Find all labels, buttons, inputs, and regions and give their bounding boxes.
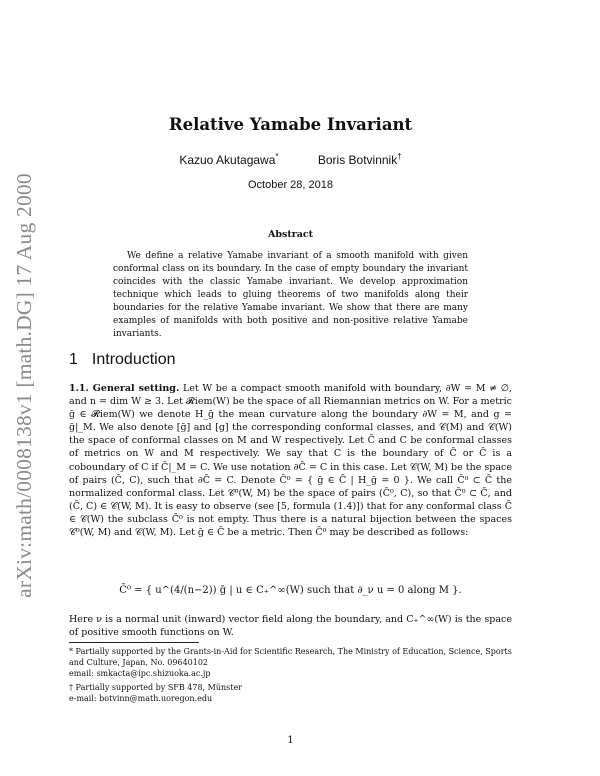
author-2-mark: † <box>397 152 402 161</box>
paper-date: October 28, 2018 <box>247 179 333 191</box>
footnote-1-text: * Partially supported by the Grants-in-Aid for Scientific Research, The Ministry of Education, Science, Sports and Culture, Japan, No. 09640102 <box>69 647 512 667</box>
author-2 <box>318 153 402 167</box>
author-1 <box>179 153 278 167</box>
display-formula: C̄⁰ = { u^(4/(n−2)) ḡ | u ∈ C₊^∞(W) such that ∂_ν u = 0 along M }. <box>119 585 462 596</box>
paragraph-after-formula: Here ν is a normal unit (inward) vector field along the boundary, and C₊^∞(W) is the space of positive smooth functions on W. <box>69 614 512 639</box>
page-number: 1 <box>287 735 294 746</box>
section-heading <box>69 351 176 369</box>
footnote-rule <box>69 642 199 643</box>
paragraph-general-setting <box>69 382 512 539</box>
paragraph-heading: 1.1. General setting. <box>69 383 180 394</box>
footnote-1-email: email: smkacta@ipc.shizuoka.ac.jp <box>69 669 211 678</box>
abstract-text: We define a relative Yamabe invariant of a smooth manifold with given conformal class on its boundary. In the case of empty boundary the invariant coincides with the classic Yamabe invariant. We develop approximation technique which leads to gluing theorems of two manifolds along their boundaries for the relative Yamabe invariant. We show that there are many examples of manifolds with both positive and non-positive relative Yamabe invariants. <box>113 251 468 339</box>
author-1-mark: * <box>275 152 279 161</box>
author-2-name: Boris Botvinnik <box>317 153 398 167</box>
paragraph-text: Let W be a compact smooth manifold with boundary, ∂W = M ≠ ∅, and n = dim W ≥ 3. Let 𝓡iem(W) be the space of all Riemannian metrics on W. For a metric ḡ ∈ 𝓡iem(W) we denote H_ḡ the mean curvature along the boundary ∂W = M, and g = ḡ|_M. We also denote [ḡ] and [g] the corresponding conformal classes, and 𝒞(M) and 𝒞(W) the space of conformal classes on M and W respectively. Let C̄ and C be conformal classes of metrics on W and M respectively. We say that C is the boundary of C̄ or C̄ is a coboundary of C if C̄|_M = C. We use notation ∂C̄ = C in this case. Let 𝒞(W, M) be the space of pairs (C̄, C), such that ∂C̄ = C. Denote C̄⁰ = { ḡ ∈ C̄ | H_ḡ = 0 }. We call C̄⁰ ⊂ C̄ the normalized conformal class. Let 𝒞⁰(W, M) be the space of pairs (C̄⁰, C), so that C̄⁰ ⊂ C̄, and (C̄, C) ∈ 𝒞(W, M). It is easy to observe (see [5, formula (1.4)]) that for any conformal class C̄ ∈ 𝒞(W) the subclass C̄⁰ is not empty. Thus there is a natural bijection between the spaces 𝒞⁰(W, M) and 𝒞(W, M). Let ḡ ∈ C̄ be a metric. Then C̄⁰ may be described as follows: <box>69 383 513 539</box>
section-title: Introduction <box>91 351 176 368</box>
arxiv-stamp <box>6 150 42 620</box>
footnote-1 <box>69 646 512 679</box>
abstract-heading: Abstract <box>267 229 314 240</box>
footnote-2-text: † Partially supported by SFB 478, Münster <box>69 683 243 692</box>
footnote-2 <box>69 682 512 704</box>
author-list <box>69 152 512 167</box>
footnote-2-email: e-mail: botvinn@math.uoregon.edu <box>69 694 213 703</box>
paper-title: Relative Yamabe Invariant <box>168 115 413 134</box>
section-number: 1 <box>69 351 78 368</box>
author-1-name: Kazuo Akutagawa <box>179 153 276 167</box>
arxiv-stamp-text: arXiv:math/0008138v1 [math.DG] 17 Aug 2000 <box>11 172 36 598</box>
